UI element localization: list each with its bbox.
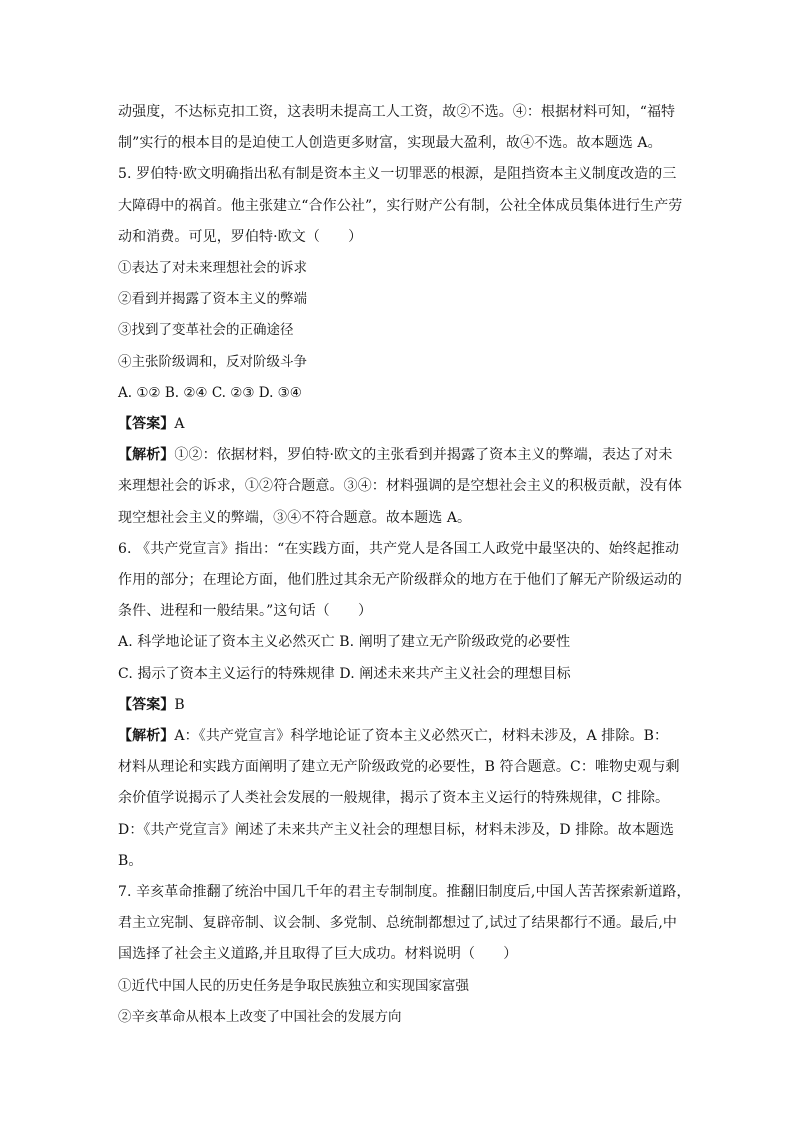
analysis-tag: 【解析】 <box>118 447 175 464</box>
analysis-text: A：《共产党宣言》科学地论证了资本主义必然灭亡，材料未涉及，A 排除。B： <box>174 728 669 745</box>
answer-line <box>118 690 678 721</box>
question-stem-line: 6. 《共产党宣言》指出：“在实践方面，共产党人是各国工人政党中最坚决的、始终起推动 <box>118 540 680 557</box>
question-stem-line: 5. 罗伯特·欧文明确指出私有制是资本主义一切罪恶的根源，是阻挡资本主义制度改造的三 <box>118 166 677 183</box>
analysis-line: 来理想社会的诉求，①②符合题意。③④：材料强调的是空想社会主义的积极贡献，没有体 <box>118 478 682 495</box>
analysis-line <box>118 440 678 471</box>
question-stem-line: 作用的部分；在理论方面，他们胜过其余无产阶级群众的地方在于他们了解无产阶级运动的 <box>118 572 682 589</box>
answer-line <box>118 409 678 440</box>
document-page <box>118 97 691 1033</box>
text-line: 动强度，不达标克扣工资，这表明未提高工人工资，故②不选。④：根据材料可知，“福特 <box>118 104 676 120</box>
question-7 <box>118 877 691 1033</box>
statement-item: ①表达了对未来理想社会的诉求 <box>118 260 307 277</box>
answer-tag: 【答案】 <box>118 416 175 433</box>
analysis-line: 现空想社会主义的弊端，③④不符合题意。故本题选 A。 <box>118 509 472 526</box>
question-stem-line: 国选择了社会主义道路,并且取得了巨大成功。材料说明（ ） <box>118 946 518 963</box>
analysis-line <box>118 721 678 752</box>
statement-item: ①近代中国人民的历史任务是争取民族独立和实现国家富强 <box>118 977 469 994</box>
answer-value: A <box>174 416 185 433</box>
analysis-line: B。 <box>118 852 143 869</box>
question-6 <box>118 534 682 877</box>
answer-options: C. 揭示了资本主义运行的特殊规律 D. 阐述未来共产主义社会的理想目标 <box>118 665 571 682</box>
statement-item: ②看到并揭露了资本主义的弊端 <box>118 291 307 308</box>
question-stem-line: 7. 辛亥革命推翻了统治中国几千年的君主专制制度。推翻旧制度后,中国人苦苦探索新道路， <box>118 884 691 901</box>
analysis-line: 材料从理论和实践方面阐明了建立无产阶级政党的必要性，B 符合题意。C：唯物史观与剩 <box>118 759 680 776</box>
answer-value: B <box>174 696 185 713</box>
question-stem-line: 动和消费。可见，罗伯特·欧文（ ） <box>118 228 363 245</box>
answer-options: A. 科学地论证了资本主义必然灭亡 B. 阐明了建立无产阶级政党的必要性 <box>118 634 571 651</box>
previous-analysis-continuation <box>118 97 678 159</box>
statement-item: ②辛亥革命从根本上改变了中国社会的发展方向 <box>118 1008 402 1025</box>
answer-tag: 【答案】 <box>118 696 175 713</box>
question-stem-line: 君主立宪制、复辟帝制、议会制、多党制、总统制都想过了,试过了结果都行不通。最后,中 <box>118 915 677 932</box>
question-stem-line: 大障碍中的祸首。他主张建立“合作公社”，实行财产公有制，公社全体成员集体进行生产劳 <box>118 197 683 214</box>
answer-options: A. ①② B. ②④ C. ②③ D. ③④ <box>118 384 302 401</box>
statement-item: ③找到了变革社会的正确途径 <box>118 322 294 339</box>
question-stem-line: 条件、进程和一般结果。”这句话（ ） <box>118 603 373 620</box>
statement-item: ④主张阶级调和，反对阶级斗争 <box>118 353 307 370</box>
analysis-tag: 【解析】 <box>118 728 175 745</box>
question-5 <box>118 159 683 533</box>
analysis-text: ①②：依据材料，罗伯特·欧文的主张看到并揭露了资本主义的弊端，表达了对未 <box>174 447 673 464</box>
text-line: 制”实行的根本目的是迫使工人创造更多财富，实现最大盈利，故④不选。故本题选 A。 <box>118 135 662 152</box>
analysis-line: 余价值学说揭示了人类社会发展的一般规律，揭示了资本主义运行的特殊规律，C 排除。 <box>118 790 670 807</box>
analysis-line: D：《共产党宣言》阐述了未来共产主义社会的理想目标，材料未涉及，D 排除。故本题选 <box>118 821 674 838</box>
